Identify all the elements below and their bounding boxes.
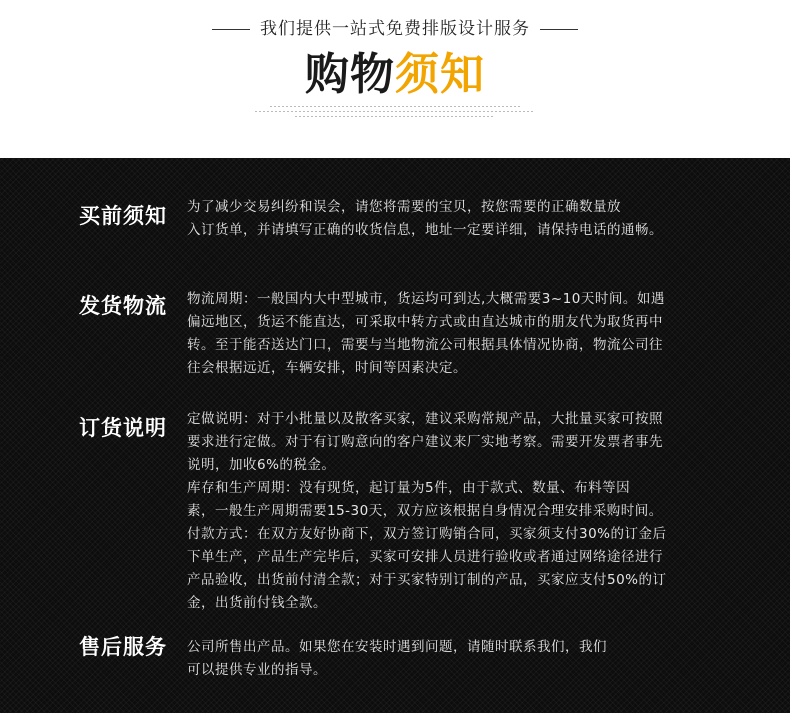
text-line: 要求进行定做。对于有订购意向的客户建议来厂实地考察。需要开发票者事先: [187, 434, 663, 450]
right-divider-line: [540, 29, 578, 30]
text-line: 库存和生产周期：没有现货，起订量为5件，由于款式、数量、布料等因: [187, 480, 631, 496]
text-line: 可以提供专业的指导。: [187, 662, 327, 678]
decorative-fine-lines: [255, 106, 535, 121]
section-body-ordering: [187, 408, 697, 615]
section-heading-after-sales: 售后服务: [79, 635, 167, 659]
text-line: 偏远地区，货运不能直达，可采取中转方式或由直达城市的朋友代为取货再中: [187, 314, 663, 330]
text-line: 定做说明：对于小批量以及散客买家，建议采购常规产品，大批量买家可按照: [187, 411, 663, 427]
page-title: [0, 48, 790, 102]
left-divider-line: [212, 29, 250, 30]
header-subtitle-row: [0, 14, 790, 39]
text-line: 金，出货前付钱全款。: [187, 595, 327, 611]
text-line: 入订货单，并请填写正确的收货信息，地址一定要详细，请保持电话的通畅。: [187, 222, 663, 238]
header-subtitle: 我们提供一站式免费排版设计服务: [260, 19, 530, 39]
text-line: 说明，加收6%的税金。: [187, 457, 336, 473]
section-heading-pre-purchase: 买前须知: [79, 204, 167, 228]
text-line: 转。至于能否送达门口，需要与当地物流公司根据具体情况协商，物流公司往: [187, 337, 663, 353]
section-body-after-sales: [187, 636, 697, 682]
page-title-dark: 购物: [305, 49, 395, 100]
section-heading-shipping: 发货物流: [79, 294, 167, 318]
section-body-shipping: [187, 288, 697, 380]
section-body-pre-purchase: [187, 196, 697, 242]
text-line: 素，一般生产周期需要15-30天，双方应该根据自身情况合理安排采购时间。: [187, 503, 663, 519]
content-panel: [0, 158, 790, 713]
section-heading-ordering: 订货说明: [79, 416, 167, 440]
text-line: 产品验收，出货前付清全款；对于买家特别订制的产品，买家应支付50%的订: [187, 572, 667, 588]
text-line: 下单生产，产品生产完毕后，买家可安排人员进行验收或者通过网络途径进行: [187, 549, 663, 565]
text-line: 物流周期：一般国内大中型城市，货运均可到达,大概需要3~10天时间。如遇: [187, 291, 665, 307]
page-title-accent: 须知: [395, 49, 485, 100]
text-line: 付款方式：在双方友好协商下，双方签订购销合同，买家须支付30%的订金后: [187, 526, 667, 542]
text-line: 公司所售出产品。如果您在安装时遇到问题，请随时联系我们，我们: [187, 639, 607, 655]
text-line: 为了减少交易纠纷和误会，请您将需要的宝贝，按您需要的正确数量放: [187, 199, 621, 215]
header-area: [0, 0, 790, 158]
text-line: 往会根据远近，车辆安排，时间等因素决定。: [187, 360, 467, 376]
